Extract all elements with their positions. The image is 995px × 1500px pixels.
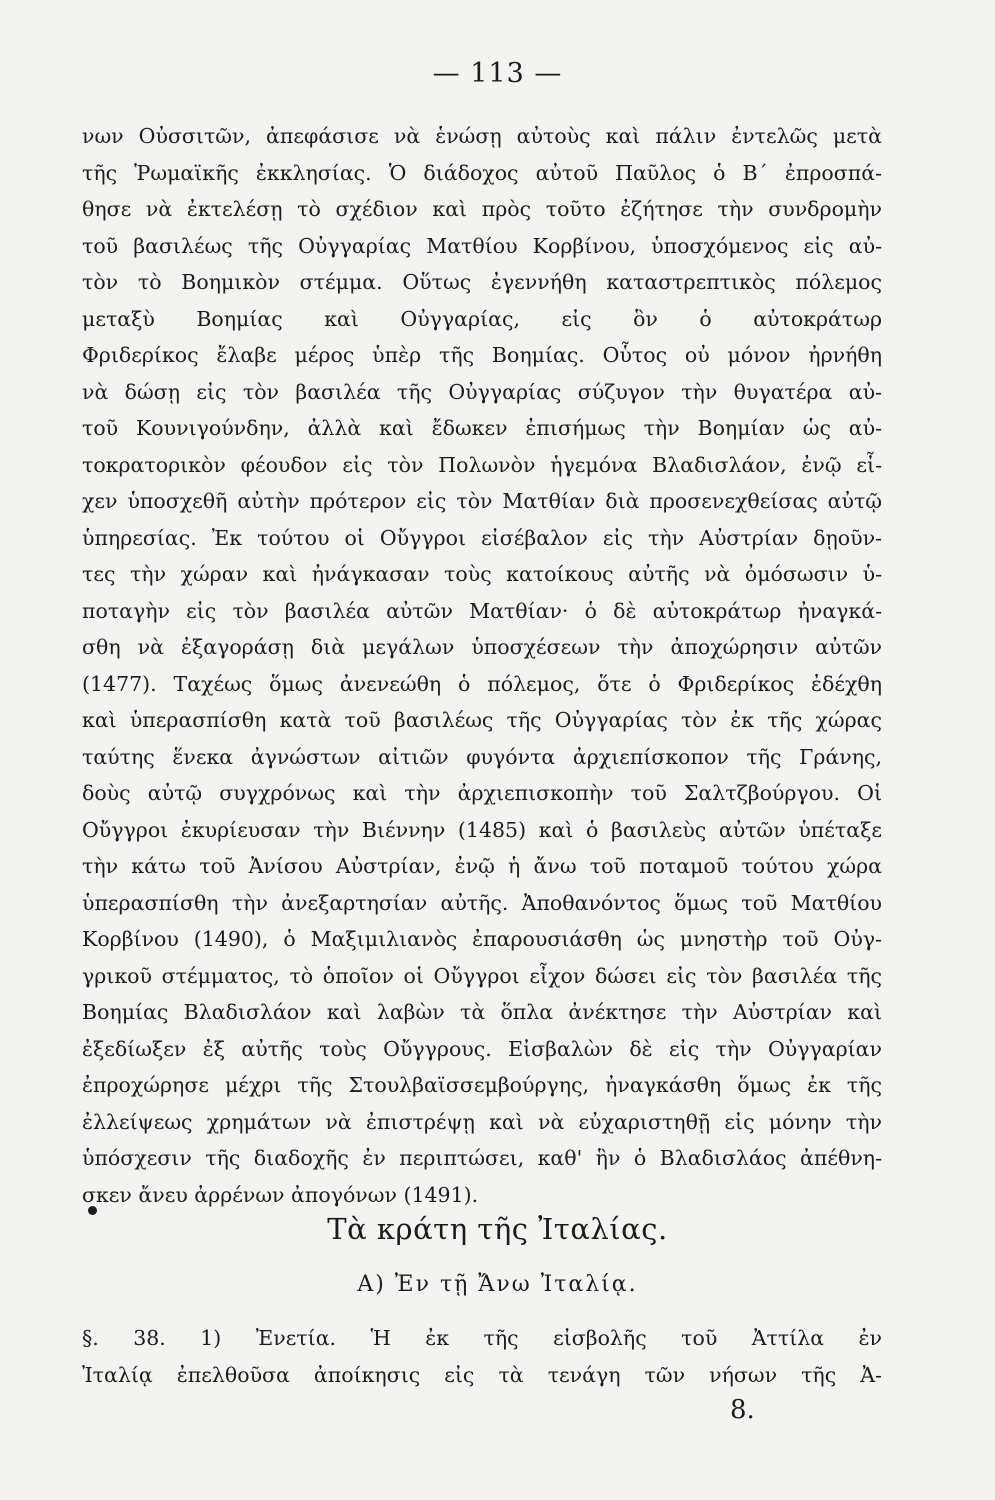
text-line: ἐπροχώρησε μέχρι τῆς Στουλβαϊσσεμβούργης, ἠναγκάσθη ὅμως ἐκ τῆς [82,1073,882,1097]
text-line: Κορβίνου (1490), ὁ Μαξιμιλιανὸς ἐπαρουσιάσθη ὡς μνηστὴρ τοῦ Οὐγ- [82,927,882,951]
text-line: σθη νὰ ἐξαγοράσῃ διὰ μεγάλων ὑποσχέσεων τὴν ἀποχώρησιν αὐτῶν [82,635,882,659]
text-line: μεταξὺ Βοημίας καὶ Οὐγγαρίας, εἰς ὃν ὁ αὐτοκράτωρ [82,306,882,331]
subsection-heading: Α) Ἐν τῇ Ἄνω Ἰταλίᾳ. [357,1272,638,1297]
text-line: ὑπόσχεσιν τῆς διαδοχῆς ἐν περιπτώσει, καθ' ἣν ὁ Βλαδισλάος ἀπέθνη- [82,1146,882,1170]
text-line: Φριδερίκος ἔλαβε μέρος ὑπὲρ τῆς Βοημίας. Οὗτος οὐ μόνον ἠρνήθη [82,343,882,367]
text-line: δοὺς αὐτῷ συγχρόνως καὶ τὴν ἀρχιεπισκοπὴν τοῦ Σαλτζβούργου. Οἱ [82,781,882,805]
text-line: ταύτης ἕνεκα ἀγνώστων αἰτιῶν φυγόντα ἀρχιεπίσκοπον τῆς Γράνης, [82,744,882,769]
text-line: ὑπερασπίσθη τὴν ἀνεξαρτησίαν αὐτῆς. Ἀποθανόντος ὅμως τοῦ Ματθίου [82,890,882,915]
text-line: τοῦ Κουνιγούνδην, ἀλλὰ καὶ ἔδωκεν ἐπισήμως τὴν Βοημίαν ὡς αὐ- [82,416,882,440]
text-line: θησε νὰ ἐκτελέσῃ τὸ σχέδιον καὶ πρὸς τοῦτο ἐζήτησε τὴν συνδρομὴν [82,197,882,221]
text-line: Οὔγγροι ἐκυρίευσαν τὴν Βιέννην (1485) καὶ ὁ βασιλεὺς αὐτῶν ὑπέταξε [82,817,882,842]
text-line: τες τὴν χώραν καὶ ἠνάγκασαν τοὺς κατοίκους αὐτῆς νὰ ὀμόσωσιν ὑ- [82,562,882,586]
text-line: τῆς Ῥωμαϊκῆς ἐκκλησίας. Ὁ διάδοχος αὐτοῦ Παῦλος ὁ Β´ ἐπροσπά- [82,160,882,185]
text-line: τὸν τὸ Βοημικὸν στέμμα. Οὕτως ἐγεννήθη καταστρεπτικὸς πόλεμος [82,270,882,294]
section-heading: Τὰ κράτη τῆς Ἰταλίας. [327,1212,668,1246]
text-line: χεν ὑποσχεθῆ αὐτὴν πρότερον εἰς τὸν Ματθίαν διὰ προσενεχθείσας αὐτῷ [82,489,882,513]
text-line: ποταγὴν εἰς τὸν βασιλέα αὐτῶν Ματθίαν· ὁ δὲ αὐτοκράτωρ ἠναγκά- [82,598,882,623]
section-paragraph [82,1320,882,1393]
signature-mark: 8. [730,1395,755,1425]
text-line: (1477). Ταχέως ὅμως ἀνενεώθη ὁ πόλεμος, ὅτε ὁ Φριδερίκος ἐδέχθη [82,671,882,696]
text-line: Ἰταλίᾳ ἐπελθοῦσα ἀποίκησις εἰς τὰ τενάγη τῶν νήσων τῆς Ἀ- [82,1362,882,1387]
text-line: τὴν κάτω τοῦ Ἀνίσου Αὐστρίαν, ἐνῷ ἡ ἄνω τοῦ ποταμοῦ τούτου χώρα [82,854,882,878]
text-line: ἐξεδίωξεν ἐξ αὐτῆς τοὺς Οὔγγρους. Εἰσβαλὼν δὲ εἰς τὴν Οὐγγαρίαν [82,1036,882,1061]
text-line: νὰ δώσῃ εἰς τὸν βασιλέα τῆς Οὐγγαρίας σύζυγον τὴν θυγατέρα αὐ- [82,379,882,404]
text-line: §. 38. 1) Ἐνετία. Ἡ ἐκ τῆς εἰσβολῆς τοῦ Ἀττίλα ἐν [82,1326,882,1350]
text-line: τοκρατορικὸν φέουδον εἰς τὸν Πολωνὸν ἡγεμόνα Βλαδισλάον, ἐνῷ εἶ- [82,452,882,477]
body-paragraph [82,118,882,1213]
text-line: σκεν ἄνευ ἀρρένων ἀπογόνων (1491). [82,1182,479,1207]
text-line: ἐλλείψεως χρημάτων νὰ ἐπιστρέψῃ καὶ νὰ εὐχαριστηθῇ εἰς μόνην τὴν [82,1109,882,1134]
text-line: ὑπηρεσίας. Ἐκ τούτου οἱ Οὔγγροι εἰσέβαλον εἰς τὴν Αὐστρίαν δῃοῦν- [82,525,882,550]
page-number: — 113 — [432,58,563,89]
text-line: νων Οὐσσιτῶν, ἀπεφάσισε νὰ ἑνώσῃ αὐτοὺς καὶ πάλιν ἐντελῶς μετὰ [82,124,882,148]
text-line: γρικοῦ στέμματος, τὸ ὁποῖον οἱ Οὔγγροι εἶχον δώσει εἰς τὸν βασιλέα τῆς [82,963,882,988]
text-line: τοῦ βασιλέως τῆς Οὐγγαρίας Ματθίου Κορβίνου, ὑποσχόμενος εἰς αὐ- [82,233,882,258]
text-line: καὶ ὑπερασπίσθη κατὰ τοῦ βασιλέως τῆς Οὐγγαρίας τὸν ἐκ τῆς χώρας [82,708,882,732]
text-line: Βοημίας Βλαδισλάον καὶ λαβὼν τὰ ὅπλα ἀνέκτησε τὴν Αὐστρίαν καὶ [82,1000,882,1024]
